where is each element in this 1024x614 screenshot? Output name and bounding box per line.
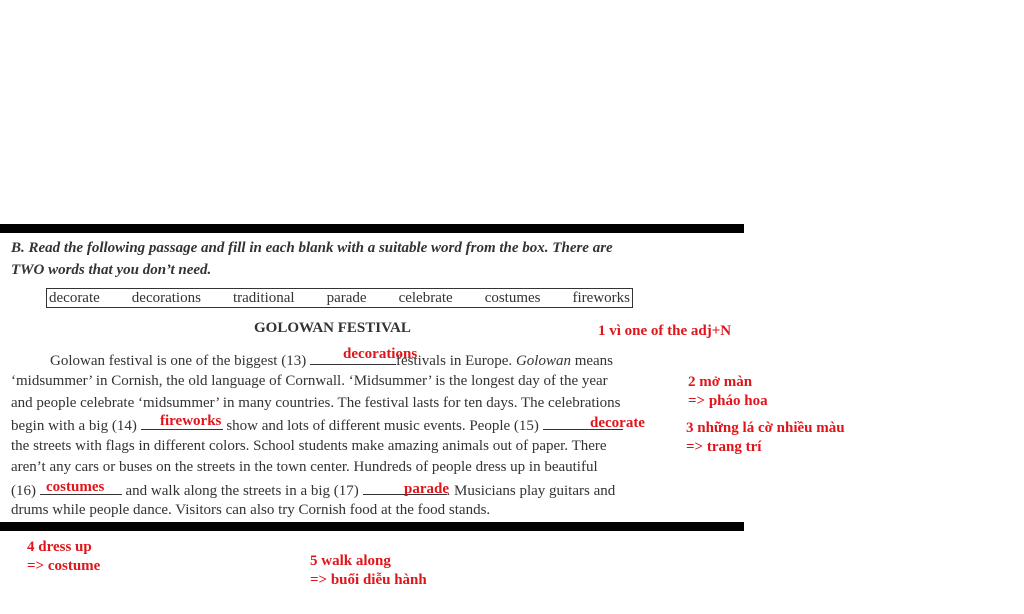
passage-text: means xyxy=(570,353,614,369)
note-3-line-1: 3 những lá cờ nhiều màu xyxy=(686,420,845,436)
word-box xyxy=(46,288,633,308)
note-4-line-1: 4 dress up xyxy=(27,539,92,555)
word-box-item: fireworks xyxy=(572,289,630,306)
note-5-line-1: 5 walk along xyxy=(310,553,391,569)
word-box-item: costumes xyxy=(484,289,541,306)
word-box-item: parade xyxy=(326,289,367,306)
passage-text: festivals in Europe. xyxy=(395,353,516,369)
passage-line-5: the streets with flags in different colors. School students make amazing animals out of paper. There xyxy=(11,438,607,454)
word-box-item: traditional xyxy=(232,289,295,306)
passage-line-1 xyxy=(50,351,613,370)
top-border-bar xyxy=(0,224,744,233)
note-4 xyxy=(27,538,100,576)
passage-line-6: aren’t any cars or buses on the streets in the town center. Hundreds of people dress up in beautiful xyxy=(11,459,598,475)
note-5 xyxy=(310,552,427,590)
note-2-line-1: 2 mở màn xyxy=(688,374,753,390)
answer-14: fireworks xyxy=(160,413,222,429)
passage-line-8: drums while people dance. Visitors can also try Cornish food at the food stands. xyxy=(11,502,491,518)
word-box-item: decorate xyxy=(49,289,100,306)
instructions-line-1: B. Read the following passage and fill in each blank with a suitable word from the box. There are xyxy=(11,240,613,256)
note-2-line-2: => pháo hoa xyxy=(688,393,768,409)
note-3-line-2: => trang trí xyxy=(686,439,762,455)
passage-title: GOLOWAN FESTIVAL xyxy=(254,320,411,336)
passage-line-3: and people celebrate ‘midsummer’ in many countries. The festival lasts for ten days. The celebrations xyxy=(11,395,621,411)
answer-13: decorations xyxy=(343,346,418,362)
passage-text: show and lots of different music events. People (15) xyxy=(222,418,543,434)
note-5-line-2: => buổi diễu hành xyxy=(310,572,427,588)
answer-15: decorate xyxy=(590,415,645,431)
passage-text: begin with a big (14) xyxy=(11,418,141,434)
passage-text: Golowan festival is one of the biggest (13) xyxy=(50,353,310,369)
exercise-instructions xyxy=(11,237,681,281)
note-1: 1 vì one of the adj+N xyxy=(598,323,732,339)
passage-text: (16) xyxy=(11,483,40,499)
passage-text: and walk along the streets in a big (17) xyxy=(121,483,363,499)
passage-line-4 xyxy=(11,416,623,435)
bottom-border-bar xyxy=(0,522,744,531)
answer-17: parade xyxy=(404,481,449,497)
word-box-item: decorations xyxy=(131,289,201,306)
answer-16: costumes xyxy=(46,479,105,495)
passage-text: . Musicians play guitars and xyxy=(446,483,616,499)
word-box-item: celebrate xyxy=(398,289,453,306)
note-2 xyxy=(688,373,768,411)
passage-line-2: ‘midsummer’ in Cornish, the old language of Cornwall. ‘Midsummer’ is the longest day of the year xyxy=(11,373,608,389)
note-4-line-2: => costume xyxy=(27,558,101,574)
passage-italic-word: Golowan xyxy=(515,353,571,369)
instructions-line-2: TWO words that you don’t need. xyxy=(11,262,212,278)
note-3 xyxy=(686,419,845,457)
